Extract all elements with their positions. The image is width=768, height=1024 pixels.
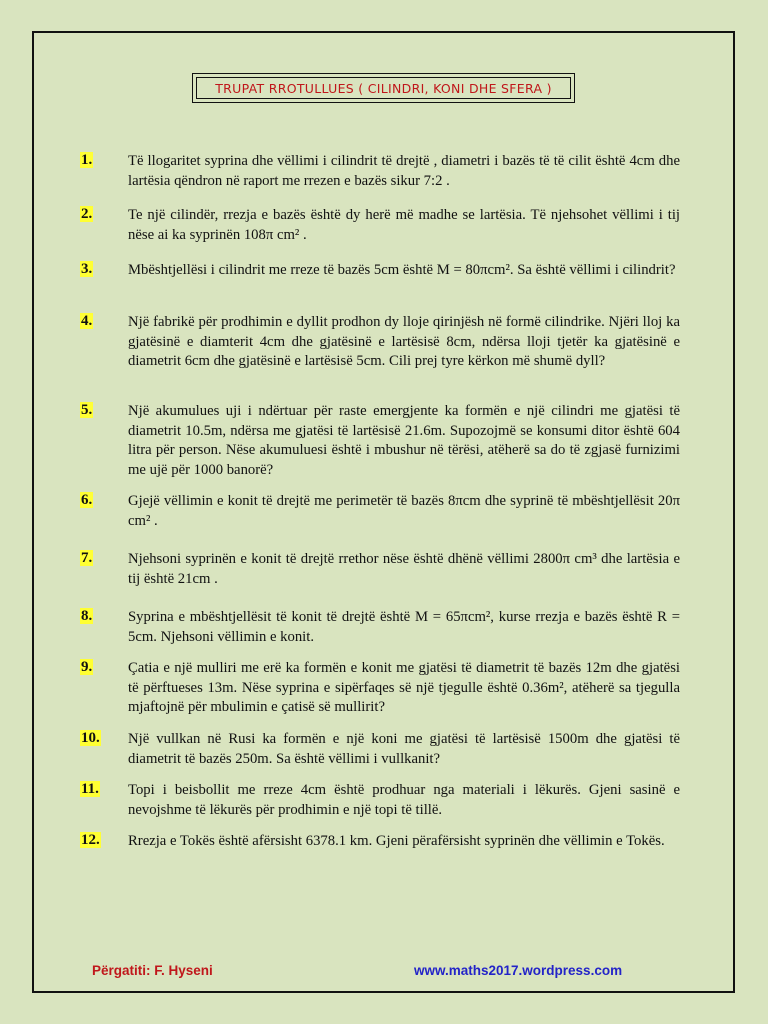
problem-text: Mbështjellësi i cilindrit me rreze të bazës 5cm është M = 80πcm². Sa është vëllimi i cilindrit? [128,262,676,278]
problem-item [80,608,680,647]
problem-number: 3. [81,261,93,277]
problem-number: 2. [81,206,93,222]
problem-item [80,730,680,769]
problem-item [80,261,680,281]
problem-number: 1. [81,152,93,168]
problem-number: 11. [81,781,99,797]
problem-item [80,402,680,480]
problem-number: 9. [81,659,93,675]
problem-item [80,313,680,372]
problem-item [80,492,680,531]
problem-text: Te një cilindër, rrezja e bazës është dy herë më madhe se lartësia. Të njehsohet vëllimi i tij nëse ai ka syprinën 108π cm² . [128,207,680,243]
problem-item [80,206,680,245]
problem-text: Njehsoni syprinën e konit të drejtë rrethor nëse është dhënë vëllimi 2800π cm³ dhe lartësia e tij është 21cm . [128,551,680,587]
title-box [192,73,575,103]
problem-text: Të llogaritet syprina dhe vëllimi i cilindrit të drejtë , diametri i bazës të të cilit është 4cm dhe lartësia qëndron në raport me rrezen e bazës sikur 7:2 . [128,153,680,189]
problem-item [80,832,680,852]
problem-text: Një fabrikë për prodhimin e dyllit prodhon dy lloje qirinjësh në formë cilindrike. Njëri lloj ka gjatësinë e diamterit 4cm dhe gjatësinë e lartësisë 8cm, ndërsa lloji tjetër ka gjatësinë e diametrit 6cm dhe gjatësinë e lartësisë 5cm. Cili prej tyre kërkon më shumë dyll? [128,314,680,369]
problem-number: 4. [81,313,93,329]
problem-item [80,659,680,718]
problem-text: Topi i beisbollit me rreze 4cm është prodhuar nga materiali i lëkurës. Gjeni sasinë e nevojshme të lëkurës për prodhimin e një topi të tillë. [128,782,680,818]
problem-text: Syprina e mbështjellësit të konit të drejtë është M = 65πcm², kurse rrezja e bazës është R = 5cm. Njehsoni vëllimin e konit. [128,609,680,645]
problem-number: 10. [81,730,100,746]
author-credit: Përgatiti: F. Hyseni [92,963,213,978]
problem-text: Gjejë vëllimin e konit të drejtë me perimetër të bazës 8πcm dhe syprinë të mbështjellësit 20π cm² . [128,493,680,529]
problem-text: Rrezja e Tokës është afërsisht 6378.1 km. Gjeni përafërsisht syprinën dhe vëllimin e Tokës. [128,833,665,849]
problem-number: 7. [81,550,93,566]
problem-item [80,152,680,191]
problem-number: 6. [81,492,93,508]
problem-item [80,550,680,589]
problem-number: 12. [81,832,100,848]
problem-number: 5. [81,402,93,418]
problem-text: Një vullkan në Rusi ka formën e një koni me gjatësi të lartësisë 1500m dhe gjatësi të diametrit të bazës 250m. Sa është vëllimi i vullkanit? [128,731,680,767]
page-title: TRUPAT RROTULLUES ( CILINDRI, KONI DHE SFERA ) [215,80,552,96]
problem-item [80,781,680,820]
problem-text: Çatia e një mulliri me erë ka formën e konit me gjatësi të diametrit të bazës 12m dhe gjatësi të përftueses 13m. Nëse syprina e sipërfaqes së një tjegulle është 0.36m², atëherë sa tjegulla mjaftojnë për mbulimin e çatisë së mullirit? [128,660,680,715]
problem-number: 8. [81,608,93,624]
problem-text: Një akumulues uji i ndërtuar për raste emergjente ka formën e një cilindri me gjatësi të diametrit 10.5m, ndërsa me gjatësi të lartësisë 21.6m. Supozojmë se konsumi ditor është 604 litra për person. Nëse akumuluesi është i mbushur në tërësi, atëherë sa do të zgjasë furnizimi me ujë për 1000 banorë? [128,403,680,478]
website-link[interactable]: www.maths2017.wordpress.com [414,963,623,978]
